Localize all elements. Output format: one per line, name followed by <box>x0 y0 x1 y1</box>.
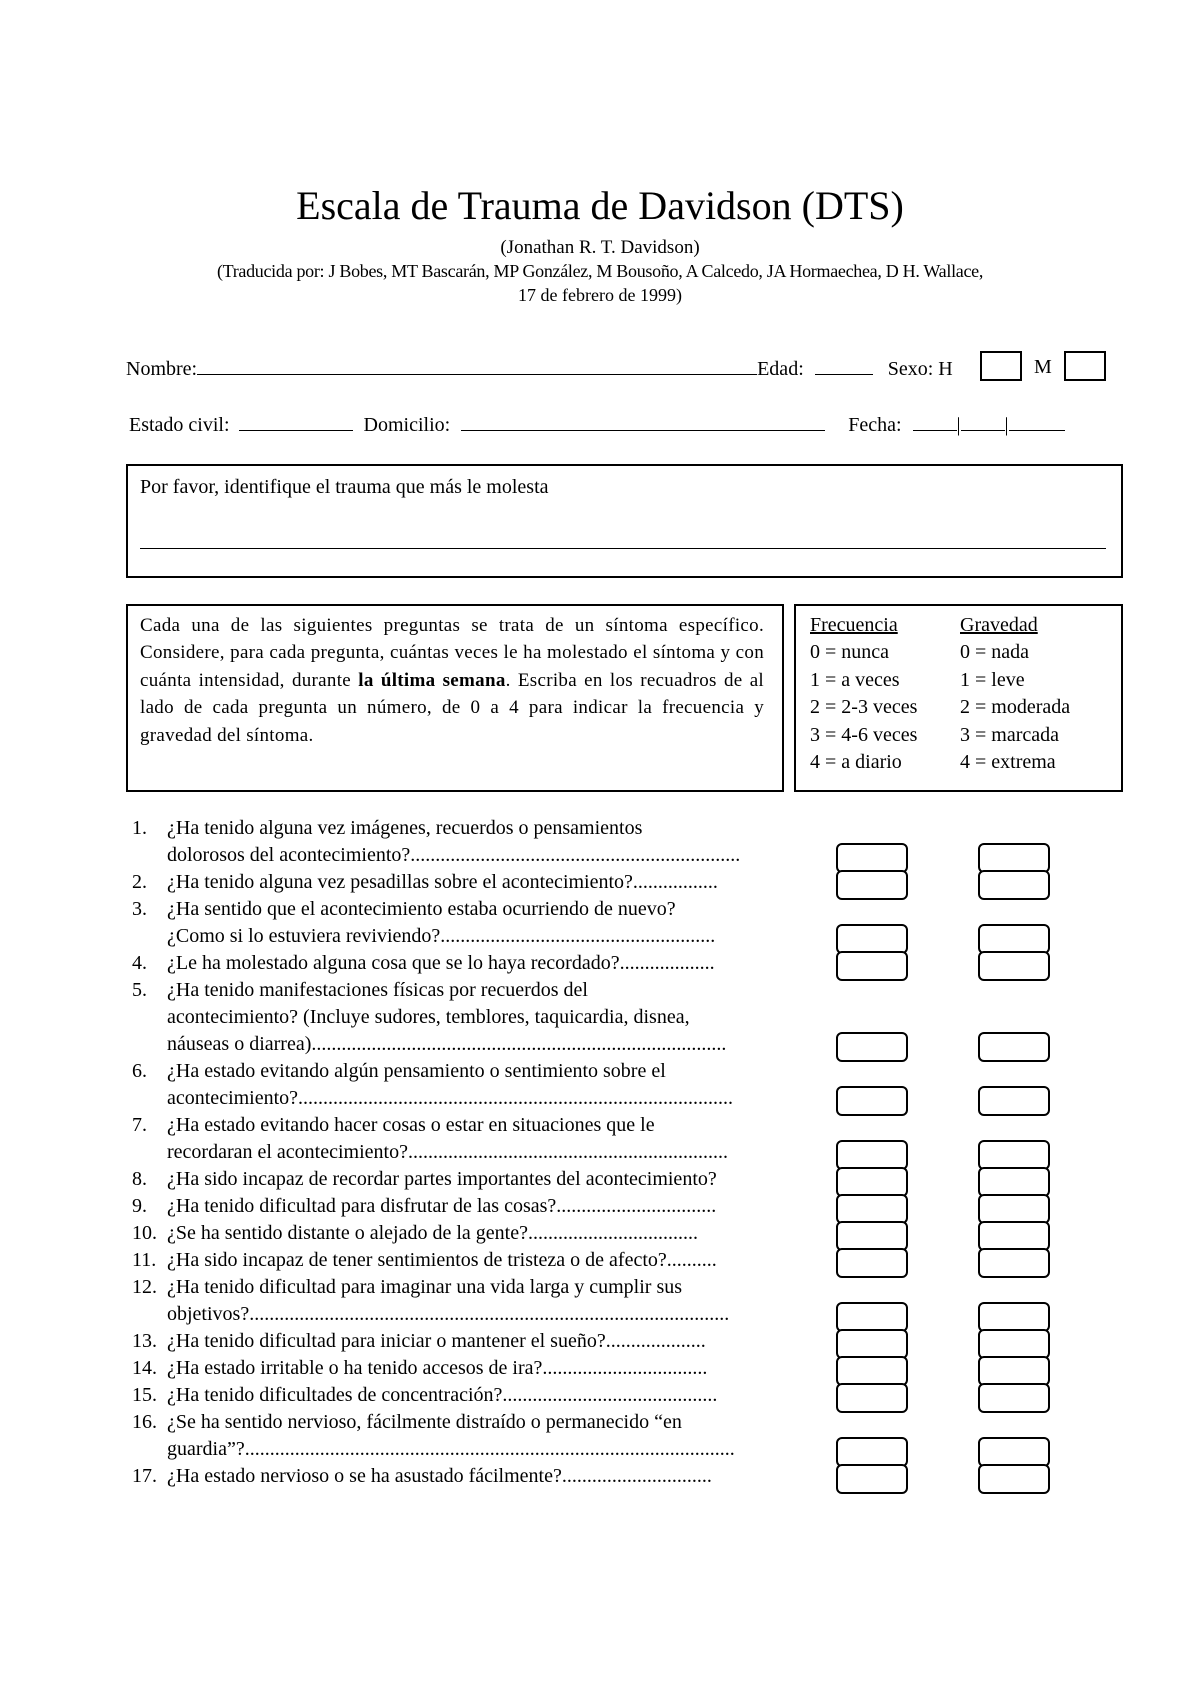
severity-answer-box[interactable] <box>978 924 1050 954</box>
sex-label: Sexo: H <box>887 358 953 380</box>
frequency-answer-box[interactable] <box>836 1383 908 1413</box>
date-month-field[interactable] <box>961 410 1005 431</box>
civil-status-field[interactable] <box>239 410 353 431</box>
frequency-answer-box[interactable] <box>836 1140 908 1170</box>
question-number: 13. <box>132 1330 157 1352</box>
severity-answer-box[interactable] <box>978 1464 1050 1494</box>
author-line: (Jonathan R. T. Davidson) <box>500 237 700 258</box>
frequency-item: 3 = 4-6 veces <box>810 723 918 746</box>
question-text: ¿Ha sentido que el acontecimiento estaba ocurriendo de nuevo? <box>167 898 676 920</box>
civil-row <box>129 410 1065 438</box>
question-text: ¿Ha tenido manifestaciones físicas por recuerdos del <box>167 979 588 1001</box>
address-field[interactable] <box>461 410 825 431</box>
severity-item: 4 = extrema <box>960 751 1056 774</box>
trauma-input-line[interactable] <box>140 548 1106 549</box>
question-text: ¿Ha estado evitando hacer cosas o estar en situaciones que le <box>167 1114 655 1136</box>
frequency-answer-box[interactable] <box>836 1248 908 1278</box>
page-title: Escala de Trauma de Davidson (DTS) <box>296 183 904 228</box>
frequency-answer-box[interactable] <box>836 1194 908 1224</box>
question-text: recordaran el acontecimiento?................................................................ <box>167 1141 728 1163</box>
frequency-answer-box[interactable] <box>836 1221 908 1251</box>
question-number: 14. <box>132 1357 157 1379</box>
date-year-field[interactable] <box>1009 410 1065 431</box>
frequency-scale <box>810 612 917 776</box>
question-text: guardia”?.................................................................................................. <box>167 1438 735 1460</box>
question-text: ¿Ha tenido dificultad para imaginar una vida larga y cumplir sus <box>167 1276 683 1298</box>
frequency-header: Frecuencia <box>810 614 898 636</box>
frequency-answer-box[interactable] <box>836 870 908 900</box>
severity-answer-box[interactable] <box>978 843 1050 873</box>
severity-answer-box[interactable] <box>978 1167 1050 1197</box>
severity-answer-box[interactable] <box>978 870 1050 900</box>
severity-answer-box[interactable] <box>978 951 1050 981</box>
question-text: ¿Ha estado nervioso o se ha asustado fácilmente?.............................. <box>167 1465 712 1487</box>
question-text: ¿Como si lo estuviera reviviendo?....................................................... <box>167 925 716 947</box>
question-number: 1. <box>132 817 147 839</box>
question-text: ¿Ha estado evitando algún pensamiento o sentimiento sobre el <box>167 1060 666 1082</box>
frequency-answer-box[interactable] <box>836 951 908 981</box>
sex-m-label: M <box>1034 356 1052 378</box>
date-separator: | <box>956 414 961 436</box>
date-separator: | <box>1004 414 1009 436</box>
question-text: ¿Ha tenido alguna vez imágenes, recuerdos o pensamientos <box>167 817 643 839</box>
frequency-answer-box[interactable] <box>836 1302 908 1332</box>
frequency-answer-box[interactable] <box>836 1086 908 1116</box>
severity-answer-box[interactable] <box>978 1221 1050 1251</box>
date-label: Fecha: <box>848 414 902 436</box>
frequency-item: 0 = nunca <box>810 641 890 664</box>
age-field[interactable] <box>815 354 873 375</box>
severity-item: 3 = marcada <box>960 723 1060 746</box>
frequency-answer-box[interactable] <box>836 924 908 954</box>
frequency-answer-box[interactable] <box>836 1329 908 1359</box>
question-text: ¿Ha estado irritable o ha tenido accesos de ira?................................. <box>167 1357 708 1379</box>
frequency-answer-box[interactable] <box>836 1437 908 1467</box>
frequency-answer-box[interactable] <box>836 1356 908 1386</box>
question-number: 5. <box>132 979 147 1001</box>
question-text: acontecimiento?....................................................................................... <box>167 1087 734 1109</box>
translators-line: (Traducida por: J Bobes, MT Bascarán, MP González, M Bousoño, A Calcedo, JA Hormaechea, D H. Wallace, <box>216 261 984 281</box>
question-text: ¿Ha sido incapaz de tener sentimientos de tristeza o de afecto?.......... <box>167 1249 717 1271</box>
severity-item: 2 = moderada <box>960 696 1071 719</box>
instructions-text-start: Cada una de las siguientes preguntas se trata de un síntoma específico. Considere, para cada pregunta, cuántas veces le ha molestado el síntoma y con cuánta intensidad, durante <box>140 615 764 691</box>
frequency-item: 4 = a diario <box>810 751 902 774</box>
question-text: ¿Ha sido incapaz de recordar partes importantes del acontecimiento? <box>167 1168 717 1190</box>
question-number: 9. <box>132 1195 147 1217</box>
name-label: Nombre: <box>126 358 198 380</box>
instructions-text <box>140 612 764 749</box>
question-number: 16. <box>132 1411 157 1433</box>
frequency-item: 2 = 2-3 veces <box>810 696 918 719</box>
severity-answer-box[interactable] <box>978 1302 1050 1332</box>
age-label: Edad: <box>757 358 804 380</box>
question-number: 17. <box>132 1465 157 1487</box>
question-text: acontecimiento? (Incluye sudores, temblores, taquicardia, disnea, <box>167 1006 690 1028</box>
instructions-text-end: . Escriba en los recuadros de al lado de cada pregunta un número, de 0 a 4 para indicar la frecuencia y gravedad del síntoma. <box>140 669 765 746</box>
question-number: 15. <box>132 1384 157 1406</box>
question-text: ¿Ha tenido dificultades de concentración?........................................... <box>167 1384 718 1406</box>
frequency-answer-box[interactable] <box>836 1464 908 1494</box>
severity-answer-box[interactable] <box>978 1437 1050 1467</box>
question-text: objetivos?................................................................................................ <box>167 1303 730 1325</box>
question-text: ¿Se ha sentido nervioso, fácilmente distraído o permanecido “en <box>167 1411 682 1433</box>
question-number: 2. <box>132 871 147 893</box>
sex-h-checkbox[interactable] <box>980 351 1022 381</box>
question-number: 6. <box>132 1060 147 1082</box>
question-number: 8. <box>132 1168 147 1190</box>
question-text: ¿Se ha sentido distante o alejado de la gente?.................................. <box>167 1222 698 1244</box>
question-number: 4. <box>132 952 147 974</box>
question-text: ¿Ha tenido alguna vez pesadillas sobre el acontecimiento?................. <box>167 871 718 893</box>
severity-item: 0 = nada <box>960 641 1030 664</box>
instructions-emphasis: la última semana <box>358 669 506 691</box>
severity-answer-box[interactable] <box>978 1248 1050 1278</box>
name-field[interactable] <box>197 354 757 375</box>
sex-m-checkbox[interactable] <box>1064 351 1106 381</box>
question-number: 3. <box>132 898 147 920</box>
severity-item: 1 = leve <box>960 668 1025 691</box>
date-day-field[interactable] <box>913 410 957 431</box>
frequency-answer-box[interactable] <box>836 1032 908 1062</box>
frequency-answer-box[interactable] <box>836 1167 908 1197</box>
severity-answer-box[interactable] <box>978 1140 1050 1170</box>
question-text: ¿Ha tenido dificultad para iniciar o mantener el sueño?.................... <box>167 1330 706 1352</box>
translation-date: 17 de febrero de 1999) <box>518 285 682 305</box>
frequency-answer-box[interactable] <box>836 843 908 873</box>
question-text: náuseas o diarrea)................................................................................... <box>167 1033 727 1055</box>
trauma-prompt: Por favor, identifique el trauma que más le molesta <box>140 476 549 498</box>
name-row <box>126 354 953 382</box>
question-text: ¿Ha tenido dificultad para disfrutar de las cosas?................................ <box>167 1195 717 1217</box>
question-text: dolorosos del acontecimiento?.................................................................. <box>167 844 741 866</box>
severity-answer-box[interactable] <box>978 1329 1050 1359</box>
severity-scale <box>960 612 1070 776</box>
question-number: 11. <box>132 1249 157 1271</box>
severity-answer-box[interactable] <box>978 1032 1050 1062</box>
question-number: 7. <box>132 1114 147 1136</box>
severity-answer-box[interactable] <box>978 1356 1050 1386</box>
severity-answer-box[interactable] <box>978 1194 1050 1224</box>
civil-status-label: Estado civil: <box>129 414 230 436</box>
question-number: 10. <box>132 1222 157 1244</box>
frequency-item: 1 = a veces <box>810 668 900 691</box>
severity-answer-box[interactable] <box>978 1086 1050 1116</box>
severity-header: Gravedad <box>960 614 1038 636</box>
severity-answer-box[interactable] <box>978 1383 1050 1413</box>
question-text: ¿Le ha molestado alguna cosa que se lo haya recordado?................... <box>167 952 715 974</box>
address-label: Domicilio: <box>363 414 451 436</box>
question-number: 12. <box>132 1276 157 1298</box>
